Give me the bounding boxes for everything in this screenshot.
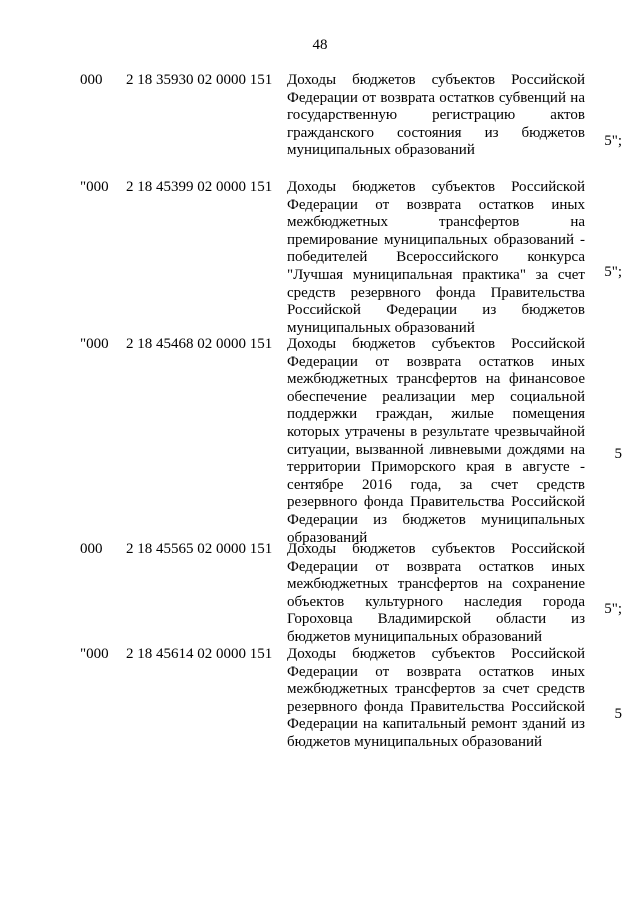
norm-value: 5"; [604,264,622,280]
budget-classification-code: 2 18 45565 02 0000 151 [126,541,273,557]
budget-classification-code: 2 18 45468 02 0000 151 [126,336,273,352]
norm-value: 5 [614,446,622,462]
admin-code: 000 [80,541,103,557]
table-row [0,646,640,756]
revenue-description: Доходы бюджетов субъектов Российской Федерации от возврата остатков иных межбюджетных трансфертов на сохранение объектов культурного наследия города Гороховца Владимирской области из бюджетов муниципальных образований [287,541,585,645]
admin-code: "000 [80,646,109,662]
admin-code: 000 [80,72,103,88]
norm-value: 5"; [604,133,622,149]
budget-classification-code: 2 18 45399 02 0000 151 [126,179,273,195]
table-row [0,541,640,646]
revenue-description: Доходы бюджетов субъектов Российской Федерации от возврата остатков субвенций на государственную регистрацию актов гражданского состояния из бюджетов муниципальных образований [287,72,585,159]
page-number: 48 [312,37,328,53]
budget-classification-code: 2 18 35930 02 0000 151 [126,72,273,88]
table-row [0,179,640,336]
norm-value: 5 [614,706,622,722]
revenue-description: Доходы бюджетов субъектов Российской Федерации от возврата остатков иных межбюджетных трансфертов на финансовое обеспечение реализации мер социальной поддержки граждан, жилые помещения которых утрачены в результате чрезвычайной ситуации, вызванной ливневыми дождями на территории Приморского края в августе - сентябре 2016 года, за счет средств резервного фонда Правительства Российской Федерации из бюджетов муниципальных образований [287,336,585,546]
admin-code: "000 [80,336,109,352]
norm-value: 5"; [604,601,622,617]
table-row [0,336,640,546]
revenue-description: Доходы бюджетов субъектов Российской Федерации от возврата остатков иных межбюджетных трансфертов за счет средств резервного фонда Правительства Российской Федерации на капитальный ремонт зданий из бюджетов муниципальных образований [287,646,585,750]
table-row [0,72,640,179]
admin-code: "000 [80,179,109,195]
revenue-description: Доходы бюджетов субъектов Российской Федерации от возврата остатков иных межбюджетных трансфертов на премирование муниципальных образований - победителей Всероссийского конкурса "Лучшая муниципальная практика" за счет средств резервного фонда Правительства Российской Федерации из бюджетов муниципальных образований [287,179,585,336]
budget-classification-code: 2 18 45614 02 0000 151 [126,646,273,662]
revenue-table [0,72,640,756]
